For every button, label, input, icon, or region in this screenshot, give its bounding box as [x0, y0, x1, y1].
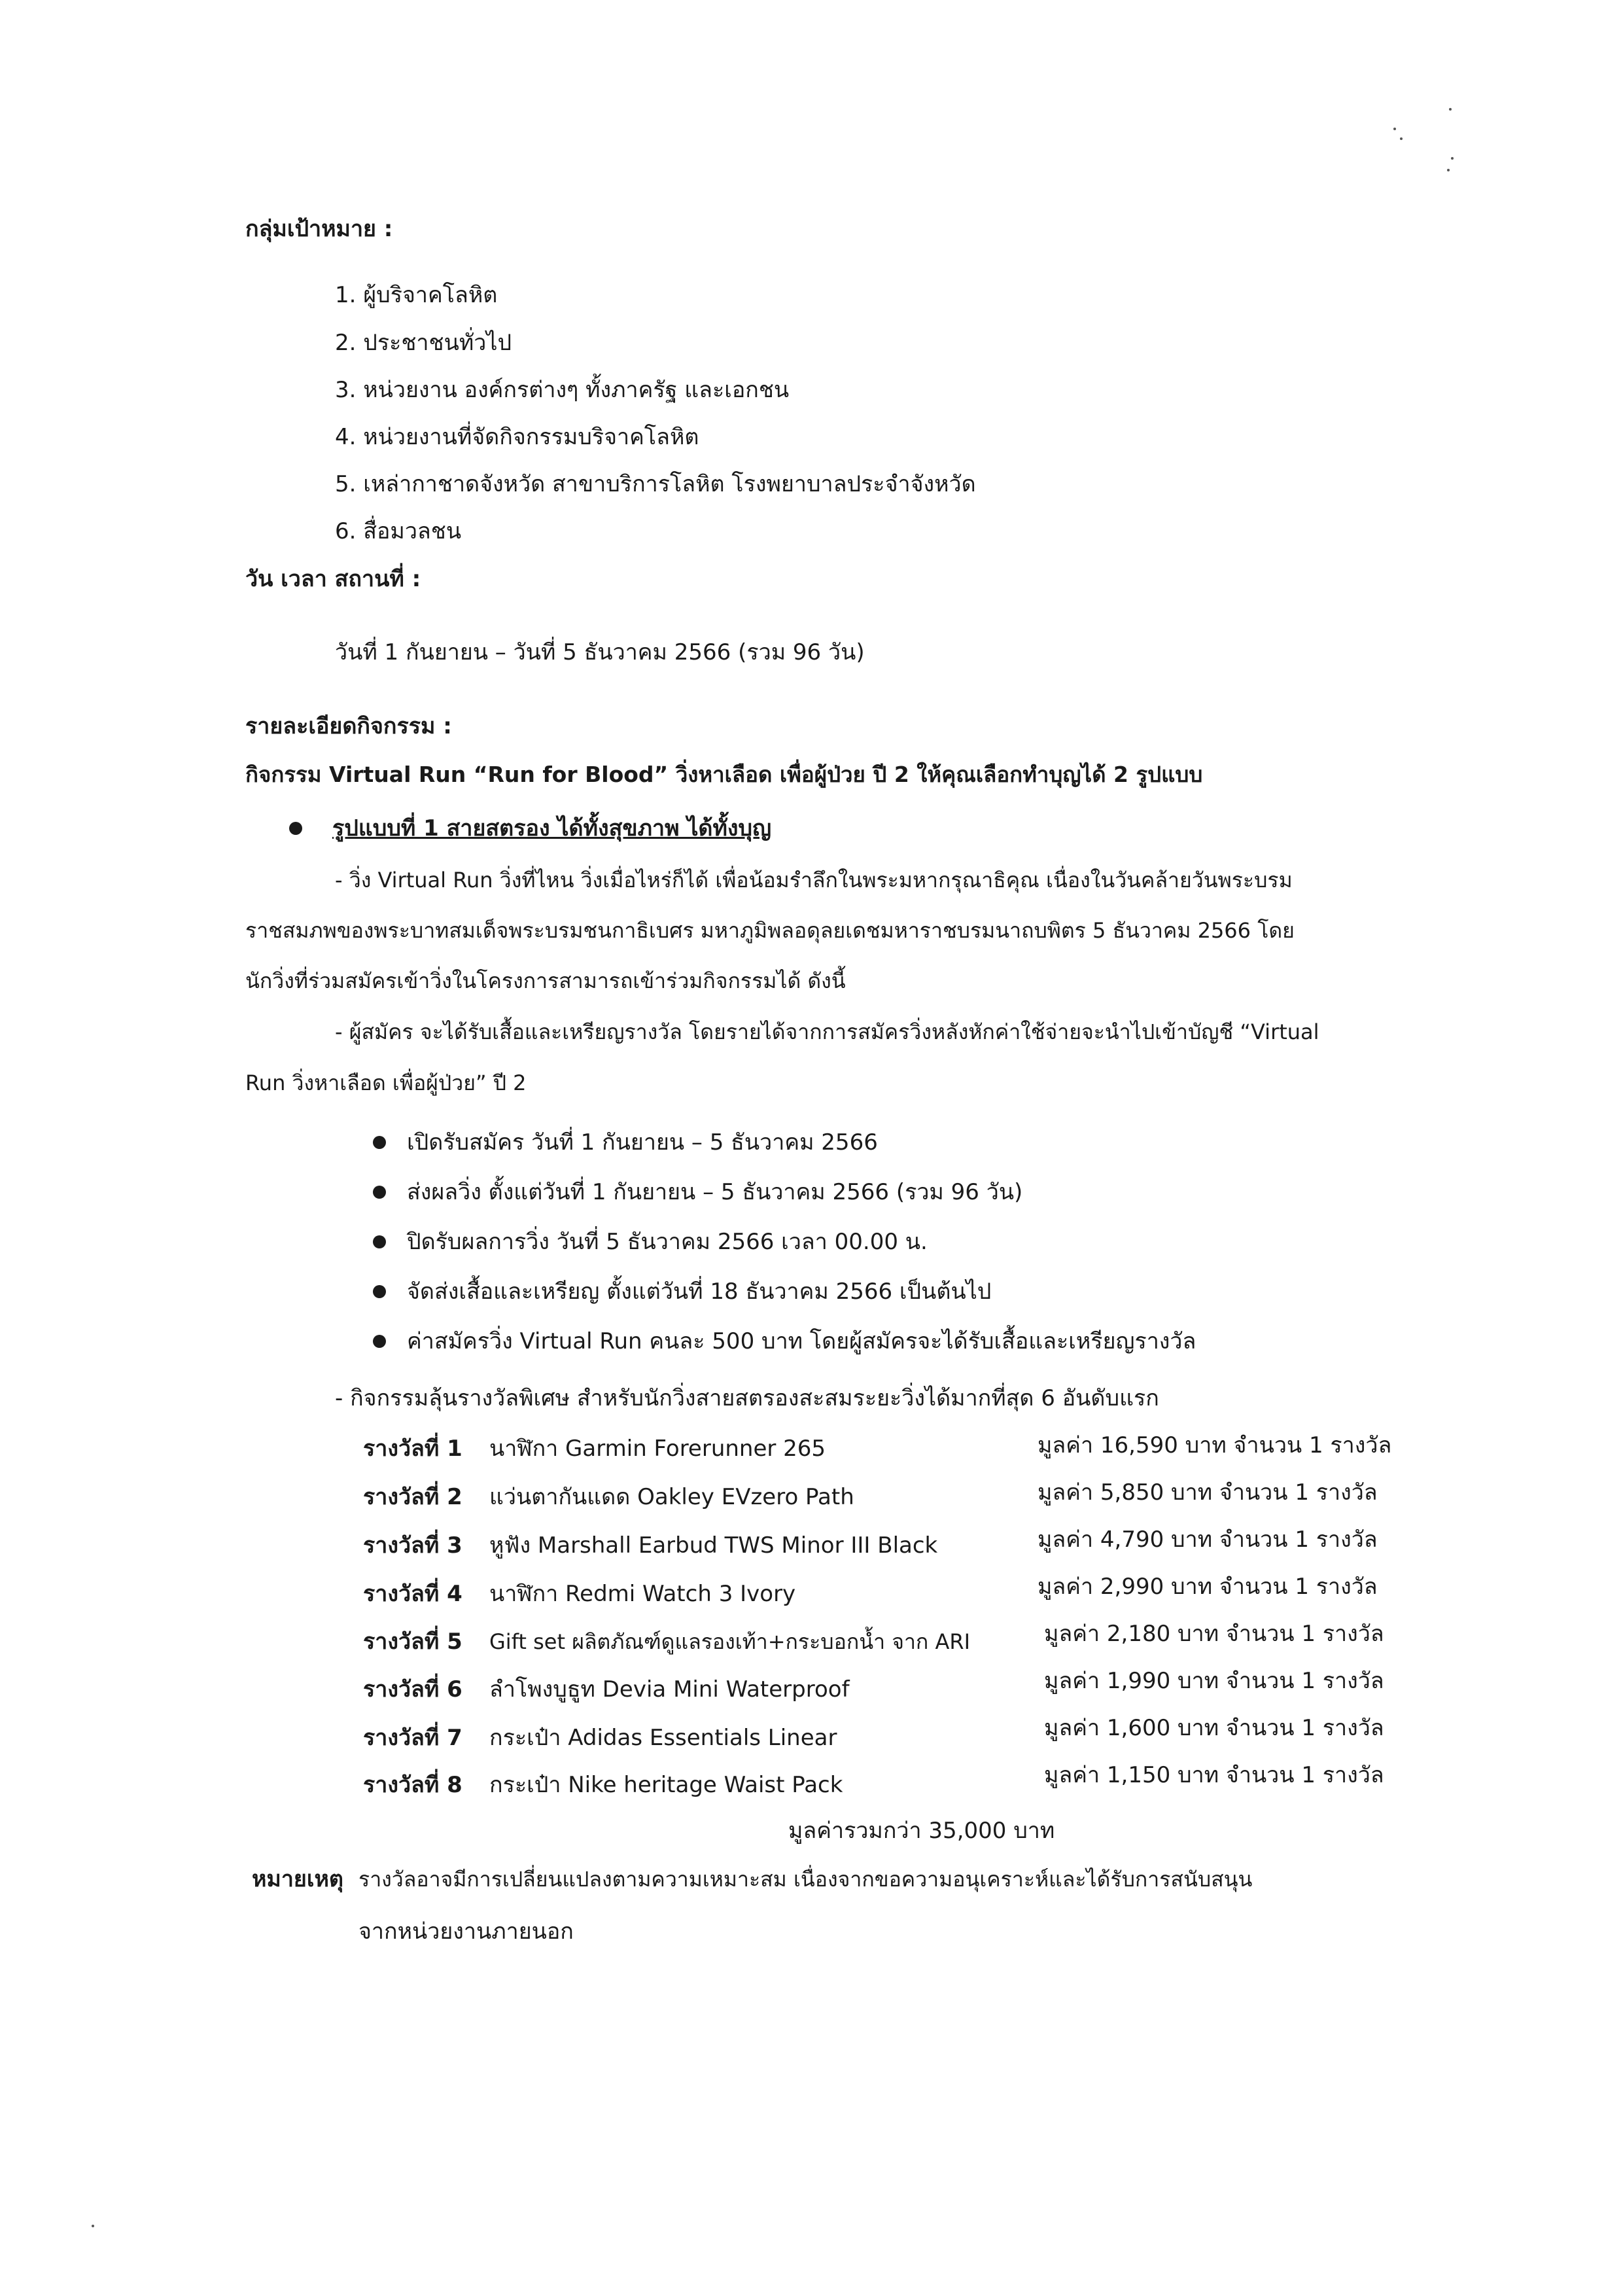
scan-mark [1451, 157, 1454, 160]
prize-rank: รางวัลที่ 4 [363, 1581, 462, 1607]
schedule-bullet: ปิดรับผลการวิ่ง วันที่ 5 ธันวาคม 2566 เวลา 00.00 น. [407, 1229, 928, 1255]
prize-item: กระเป๋า Nike heritage Waist Pack [489, 1772, 843, 1798]
schedule-bullet: ค่าสมัครวิ่ง Virtual Run คนละ 500 บาท โดยผู้สมัครจะได้รับเสื้อและเหรียญรางวัล [407, 1328, 1196, 1354]
paragraph-line: Run วิ่งหาเลือด เพื่อผู้ป่วย” ปี 2 [245, 1070, 527, 1095]
prize-value: มูลค่า 16,590 บาท จำนวน 1 รางวัล [1038, 1432, 1392, 1458]
target-group-item: 5. เหล่ากาชาดจังหวัด สาขาบริการโลหิต โรงพยาบาลประจำจังหวัด [335, 471, 976, 497]
target-group-item: 6. สื่อมวลชน [335, 518, 462, 544]
prize-total: มูลค่ารวมกว่า 35,000 บาท [788, 1818, 1055, 1844]
target-group-item: 3. หน่วยงาน องค์กรต่างๆ ทั้งภาครัฐ และเอกชน [335, 377, 790, 403]
target-group-item: 1. ผู้บริจาคโลหิต [335, 282, 498, 308]
prize-item: Gift set ผลิตภัณฑ์ดูแลรองเท้า+กระบอกน้ำ จาก ARI [489, 1629, 971, 1654]
prize-intro: - กิจกรรมลุ้นรางวัลพิเศษ สำหรับนักวิ่งสายสตรองสะสมระยะวิ่งได้มากที่สุด 6 อันดับแรก [335, 1385, 1159, 1411]
datetime-text: วันที่ 1 กันยายน – วันที่ 5 ธันวาคม 2566 (รวม 96 วัน) [335, 639, 865, 665]
prize-value: มูลค่า 4,790 บาท จำนวน 1 รางวัล [1038, 1527, 1378, 1553]
target-group-item: 4. หน่วยงานที่จัดกิจกรรมบริจาคโลหิต [335, 424, 699, 450]
prize-rank: รางวัลที่ 5 [363, 1629, 462, 1655]
bullet-icon [373, 1235, 386, 1248]
prize-value: มูลค่า 1,150 บาท จำนวน 1 รางวัล [1044, 1762, 1384, 1788]
schedule-bullet: จัดส่งเสื้อและเหรียญ ตั้งแต่วันที่ 18 ธันวาคม 2566 เป็นต้นไป [407, 1279, 992, 1305]
prize-rank: รางวัลที่ 8 [363, 1772, 462, 1798]
prize-rank: รางวัลที่ 1 [363, 1436, 462, 1462]
details-heading: รายละเอียดกิจกรรม : [245, 713, 452, 739]
prize-item: นาฬิกา Redmi Watch 3 Ivory [489, 1581, 796, 1607]
prize-value: มูลค่า 5,850 บาท จำนวน 1 รางวัล [1038, 1479, 1378, 1506]
schedule-bullet: เปิดรับสมัคร วันที่ 1 กันยายน – 5 ธันวาคม 2566 [407, 1129, 878, 1156]
scan-mark [1393, 128, 1396, 130]
prize-item: ลำโพงบูธูท Devia Mini Waterproof [489, 1676, 850, 1703]
paragraph-line: ราชสมภพของพระบาทสมเด็จพระบรมชนกาธิเบศร มหาภูมิพลอดุลยเดชมหาราชบรมนาถบพิตร 5 ธันวาคม 2566 โดย [245, 918, 1295, 943]
target-group-heading: กลุ่มเป้าหมาย : [245, 216, 393, 242]
prize-item: กระเป๋า Adidas Essentials Linear [489, 1725, 837, 1751]
datetime-heading: วัน เวลา สถานที่ : [245, 566, 421, 592]
prize-value: มูลค่า 1,990 บาท จำนวน 1 รางวัล [1044, 1668, 1384, 1694]
bullet-icon [373, 1285, 386, 1298]
format-title: รูปแบบที่ 1 สายสตรอง ได้ทั้งสุขภาพ ได้ทั้งบุญ [332, 815, 772, 841]
target-group-item: 2. ประชาชนทั่วไป [335, 330, 512, 356]
bullet-icon [373, 1136, 386, 1149]
scan-mark [1447, 169, 1450, 171]
prize-rank: รางวัลที่ 2 [363, 1484, 462, 1510]
prize-value: มูลค่า 1,600 บาท จำนวน 1 รางวัล [1044, 1715, 1384, 1741]
paragraph-line: - ผู้สมัคร จะได้รับเสื้อและเหรียญรางวัล โดยรายได้จากการสมัครวิ่งหลังหักค่าใช้จ่ายจะนำไปเข้าบัญชี “Virtual [335, 1019, 1319, 1044]
scan-mark [1400, 137, 1403, 140]
prize-item: หูฟัง Marshall Earbud TWS Minor III Black [489, 1532, 938, 1559]
schedule-bullet: ส่งผลวิ่ง ตั้งแต่วันที่ 1 กันยายน – 5 ธันวาคม 2566 (รวม 96 วัน) [407, 1179, 1023, 1205]
bullet-icon [289, 822, 302, 835]
prize-value: มูลค่า 2,180 บาท จำนวน 1 รางวัล [1044, 1621, 1384, 1647]
note-text: รางวัลอาจมีการเปลี่ยนแปลงตามความเหมาะสม เนื่องจากขอความอนุเคราะห์และได้รับการสนับสนุน [358, 1867, 1253, 1892]
details-intro: กิจกรรม Virtual Run “Run for Blood” วิ่งหาเลือด เพื่อผู้ป่วย ปี 2 ให้คุณเลือกทำบุญได้ 2 รูปแบบ [245, 762, 1203, 787]
prize-rank: รางวัลที่ 3 [363, 1532, 462, 1559]
prize-rank: รางวัลที่ 7 [363, 1725, 462, 1751]
scan-mark [92, 2225, 94, 2227]
note-label: หมายเหตุ [252, 1866, 343, 1892]
bullet-icon [373, 1335, 386, 1348]
prize-rank: รางวัลที่ 6 [363, 1676, 462, 1703]
paragraph-line: นักวิ่งที่ร่วมสมัครเข้าวิ่งในโครงการสามารถเข้าร่วมกิจกรรมได้ ดังนี้ [245, 968, 846, 993]
scan-mark [1449, 108, 1452, 111]
bullet-icon [373, 1186, 386, 1199]
paragraph-line: - วิ่ง Virtual Run วิ่งที่ไหน วิ่งเมื่อไหร่ก็ได้ เพื่อน้อมรำลึกในพระมหากรุณาธิคุณ เนื่องในวันคล้ายวันพระบรม [335, 868, 1293, 892]
note-text: จากหน่วยงานภายนอก [358, 1918, 574, 1945]
prize-item: แว่นตากันแดด Oakley EVzero Path [489, 1484, 854, 1510]
prize-value: มูลค่า 2,990 บาท จำนวน 1 รางวัล [1038, 1574, 1378, 1600]
prize-item: นาฬิกา Garmin Forerunner 265 [489, 1436, 826, 1462]
